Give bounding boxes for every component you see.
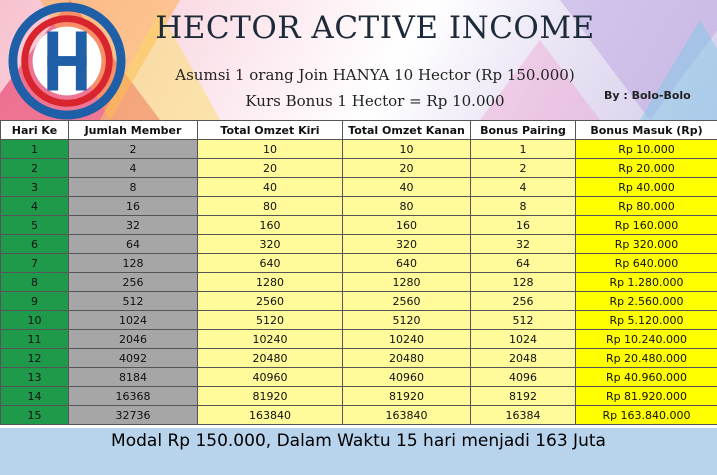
cell-members: 2 <box>69 140 198 159</box>
cell-right-omzet: 10240 <box>343 330 471 349</box>
cell-members: 32736 <box>69 406 198 425</box>
cell-day: 7 <box>1 254 69 273</box>
cell-day: 5 <box>1 216 69 235</box>
cell-pairing: 256 <box>471 292 576 311</box>
cell-bonus: Rp 10.240.000 <box>576 330 717 349</box>
cell-pairing: 16384 <box>471 406 576 425</box>
table-row <box>1 311 717 330</box>
table-row <box>1 254 717 273</box>
cell-left-omzet: 5120 <box>198 311 343 330</box>
column-header-members: Jumlah Member <box>69 121 198 140</box>
cell-pairing: 1024 <box>471 330 576 349</box>
cell-pairing: 16 <box>471 216 576 235</box>
table-row <box>1 292 717 311</box>
cell-pairing: 128 <box>471 273 576 292</box>
column-header-bonus: Bonus Masuk (Rp) <box>576 121 717 140</box>
subtitle-assumption: Asumsi 1 orang Join HANYA 10 Hector (Rp 150.000) <box>175 66 575 84</box>
cell-right-omzet: 10 <box>343 140 471 159</box>
cell-pairing: 8192 <box>471 387 576 406</box>
cell-members: 16 <box>69 197 198 216</box>
cell-day: 2 <box>1 159 69 178</box>
income-table <box>0 120 717 425</box>
cell-bonus: Rp 320.000 <box>576 235 717 254</box>
table-row <box>1 330 717 349</box>
cell-left-omzet: 40 <box>198 178 343 197</box>
cell-day: 1 <box>1 140 69 159</box>
cell-bonus: Rp 81.920.000 <box>576 387 717 406</box>
cell-right-omzet: 5120 <box>343 311 471 330</box>
cell-right-omzet: 40960 <box>343 368 471 387</box>
cell-pairing: 4096 <box>471 368 576 387</box>
cell-right-omzet: 1280 <box>343 273 471 292</box>
table-row <box>1 178 717 197</box>
cell-day: 10 <box>1 311 69 330</box>
cell-left-omzet: 163840 <box>198 406 343 425</box>
cell-members: 512 <box>69 292 198 311</box>
table-body <box>1 140 717 425</box>
page-title: HECTOR ACTIVE INCOME <box>155 10 595 46</box>
table-row <box>1 368 717 387</box>
cell-bonus: Rp 20.000 <box>576 159 717 178</box>
cell-bonus: Rp 40.960.000 <box>576 368 717 387</box>
cell-left-omzet: 10240 <box>198 330 343 349</box>
cell-right-omzet: 320 <box>343 235 471 254</box>
cell-day: 15 <box>1 406 69 425</box>
cell-members: 4092 <box>69 349 198 368</box>
cell-bonus: Rp 2.560.000 <box>576 292 717 311</box>
table-row <box>1 273 717 292</box>
cell-right-omzet: 81920 <box>343 387 471 406</box>
cell-bonus: Rp 20.480.000 <box>576 349 717 368</box>
cell-right-omzet: 2560 <box>343 292 471 311</box>
cell-right-omzet: 160 <box>343 216 471 235</box>
cell-left-omzet: 20 <box>198 159 343 178</box>
cell-day: 4 <box>1 197 69 216</box>
cell-members: 8 <box>69 178 198 197</box>
cell-pairing: 8 <box>471 197 576 216</box>
cell-pairing: 512 <box>471 311 576 330</box>
cell-bonus: Rp 10.000 <box>576 140 717 159</box>
cell-bonus: Rp 163.840.000 <box>576 406 717 425</box>
cell-pairing: 1 <box>471 140 576 159</box>
cell-bonus: Rp 5.120.000 <box>576 311 717 330</box>
cell-day: 12 <box>1 349 69 368</box>
table-row <box>1 387 717 406</box>
cell-right-omzet: 163840 <box>343 406 471 425</box>
header-banner <box>0 0 717 120</box>
cell-bonus: Rp 1.280.000 <box>576 273 717 292</box>
cell-bonus: Rp 640.000 <box>576 254 717 273</box>
cell-left-omzet: 10 <box>198 140 343 159</box>
cell-day: 8 <box>1 273 69 292</box>
column-header-pairing: Bonus Pairing <box>471 121 576 140</box>
subtitle-rate: Kurs Bonus 1 Hector = Rp 10.000 <box>245 92 505 110</box>
cell-day: 6 <box>1 235 69 254</box>
cell-pairing: 32 <box>471 235 576 254</box>
cell-right-omzet: 640 <box>343 254 471 273</box>
cell-members: 256 <box>69 273 198 292</box>
cell-left-omzet: 160 <box>198 216 343 235</box>
cell-left-omzet: 320 <box>198 235 343 254</box>
h-logo-icon <box>8 2 126 120</box>
cell-left-omzet: 1280 <box>198 273 343 292</box>
cell-right-omzet: 40 <box>343 178 471 197</box>
cell-bonus: Rp 160.000 <box>576 216 717 235</box>
cell-day: 13 <box>1 368 69 387</box>
cell-day: 9 <box>1 292 69 311</box>
cell-members: 16368 <box>69 387 198 406</box>
cell-day: 14 <box>1 387 69 406</box>
cell-pairing: 2 <box>471 159 576 178</box>
author-byline: By : Bolo-Bolo <box>604 89 691 102</box>
cell-bonus: Rp 40.000 <box>576 178 717 197</box>
cell-left-omzet: 81920 <box>198 387 343 406</box>
table-row <box>1 235 717 254</box>
table-row <box>1 159 717 178</box>
cell-bonus: Rp 80.000 <box>576 197 717 216</box>
cell-members: 4 <box>69 159 198 178</box>
cell-pairing: 4 <box>471 178 576 197</box>
cell-right-omzet: 20480 <box>343 349 471 368</box>
footer-summary: Modal Rp 150.000, Dalam Waktu 15 hari menjadi 163 Juta <box>0 428 717 475</box>
decor-triangle <box>640 20 717 120</box>
cell-members: 2046 <box>69 330 198 349</box>
cell-right-omzet: 20 <box>343 159 471 178</box>
cell-right-omzet: 80 <box>343 197 471 216</box>
cell-members: 8184 <box>69 368 198 387</box>
table-row <box>1 216 717 235</box>
table-row <box>1 349 717 368</box>
cell-left-omzet: 40960 <box>198 368 343 387</box>
cell-members: 32 <box>69 216 198 235</box>
table-row <box>1 197 717 216</box>
cell-left-omzet: 640 <box>198 254 343 273</box>
cell-day: 11 <box>1 330 69 349</box>
cell-left-omzet: 20480 <box>198 349 343 368</box>
cell-pairing: 64 <box>471 254 576 273</box>
cell-pairing: 2048 <box>471 349 576 368</box>
column-header-day: Hari Ke <box>1 121 69 140</box>
cell-left-omzet: 80 <box>198 197 343 216</box>
table-row <box>1 406 717 425</box>
cell-members: 1024 <box>69 311 198 330</box>
cell-members: 64 <box>69 235 198 254</box>
cell-members: 128 <box>69 254 198 273</box>
table-row <box>1 140 717 159</box>
cell-day: 3 <box>1 178 69 197</box>
column-header-left-omzet: Total Omzet Kiri <box>198 121 343 140</box>
table-header-row <box>1 121 717 140</box>
cell-left-omzet: 2560 <box>198 292 343 311</box>
column-header-right-omzet: Total Omzet Kanan <box>343 121 471 140</box>
